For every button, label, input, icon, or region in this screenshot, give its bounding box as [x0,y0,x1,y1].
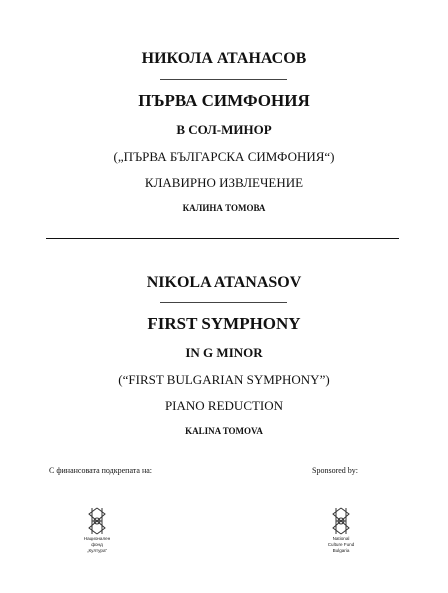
divider-short-en [160,302,287,303]
sponsor-label-bg: С финансовата подкрепата на: [49,466,153,475]
culture-fund-logo-bg [72,506,122,554]
subtitle-en: (“FIRST BULGARIAN SYMPHONY”) [118,372,330,387]
subtitle-bg: („ПЪРВА БЪЛГАРСКА СИМФОНИЯ“) [113,149,335,164]
title-en: FIRST SYMPHONY [147,314,301,333]
arranger-en: KALINA TOMOVA [185,426,263,436]
section-divider [46,238,399,239]
composer-en: NIKOLA ATANASOV [146,274,302,291]
logo-caption-en: National Culture Fund Bulgaria [327,536,355,553]
arrangement-bg: КЛАВИРНО ИЗВЛЕЧЕНИЕ [144,175,304,190]
composer-bg: НИКОЛА АТАНАСОВ [141,50,307,67]
key-en: IN G MINOR [185,345,263,360]
culture-fund-logo-icon [86,506,108,536]
logo-caption-bg: Национален фонд „Култура“ [83,536,111,553]
arrangement-en: PIANO REDUCTION [164,398,284,413]
sponsor-label-en: Sponsored by: [312,466,358,475]
arranger-bg: КАЛИНА ТОМОВА [182,203,266,213]
title-bg: ПЪРВА СИМФОНИЯ [138,91,310,110]
culture-fund-logo-en [316,506,366,554]
key-bg: В СОЛ-МИНОР [176,122,272,137]
divider-short-bg [160,79,287,80]
culture-fund-logo-icon [330,506,352,536]
